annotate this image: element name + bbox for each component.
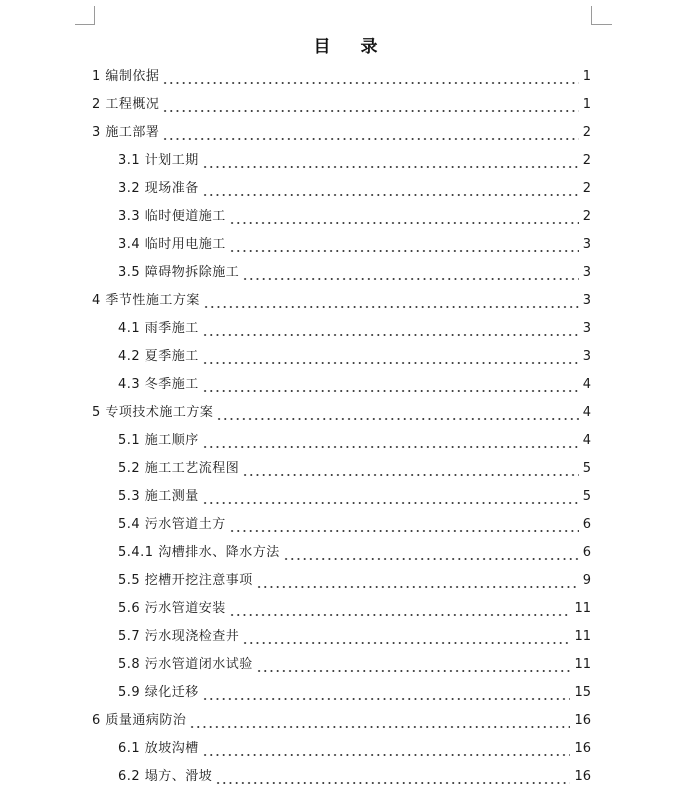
toc-entry[interactable]: [118, 151, 591, 171]
toc-entry-label: 5 专项技术施工方案: [92, 405, 214, 420]
toc-entry[interactable]: [118, 599, 591, 619]
toc-entry[interactable]: [92, 95, 591, 115]
toc-entry-label: 4.3 冬季施工: [118, 377, 199, 392]
toc-entry[interactable]: [118, 683, 591, 703]
toc-entry-label: 1 编制依据: [92, 69, 160, 84]
toc-entry-label: 4.2 夏季施工: [118, 349, 199, 364]
toc-entry[interactable]: [118, 739, 591, 759]
toc-entry[interactable]: [92, 67, 591, 87]
toc-leader-dots: [189, 711, 570, 731]
toc-leader-dots: [215, 767, 570, 787]
toc-leader-dots: [256, 655, 571, 675]
toc-entry-page-number: 16: [574, 769, 591, 784]
toc-entry-label: 5.1 施工顺序: [118, 433, 199, 448]
toc-entry-label: 4.1 雨季施工: [118, 321, 199, 336]
toc-entry[interactable]: [118, 767, 591, 787]
toc-entry-page-number: 5: [582, 461, 591, 476]
toc-entry[interactable]: [92, 123, 591, 143]
toc-entry-label: 5.5 挖槽开挖注意事项: [118, 573, 253, 588]
toc-leader-dots: [229, 599, 571, 619]
toc-leader-dots: [202, 151, 579, 171]
toc-entry-page-number: 11: [574, 657, 591, 672]
toc-entry-page-number: 16: [574, 713, 591, 728]
crop-mark-top-right: [591, 6, 612, 25]
toc-leader-dots: [202, 739, 571, 759]
toc-entry[interactable]: [118, 571, 591, 591]
toc-leader-dots: [202, 431, 579, 451]
toc-leader-dots: [202, 487, 579, 507]
toc-entry-page-number: 4: [582, 377, 591, 392]
toc-entry[interactable]: [118, 515, 591, 535]
toc-entry-label: 3.2 现场准备: [118, 181, 199, 196]
toc-entry[interactable]: [118, 543, 591, 563]
toc-entry[interactable]: [118, 375, 591, 395]
toc-entry-page-number: 2: [582, 181, 591, 196]
toc-entry-label: 3.5 障碍物拆除施工: [118, 265, 240, 280]
toc-entry-page-number: 1: [582, 97, 591, 112]
toc-entry[interactable]: [92, 291, 591, 311]
toc-leader-dots: [202, 319, 579, 339]
toc-entry-page-number: 16: [574, 741, 591, 756]
toc-entry-label: 5.3 施工测量: [118, 489, 199, 504]
toc-entry-label: 3 施工部署: [92, 125, 160, 140]
toc-entry-page-number: 9: [582, 573, 591, 588]
toc-entry-label: 3.1 计划工期: [118, 153, 199, 168]
toc-entry-page-number: 11: [574, 629, 591, 644]
toc-entry[interactable]: [118, 319, 591, 339]
toc-entry-page-number: 11: [574, 601, 591, 616]
toc-entry-label: 4 季节性施工方案: [92, 293, 200, 308]
toc-entry-page-number: 3: [582, 321, 591, 336]
toc-entry-label: 5.2 施工工艺流程图: [118, 461, 240, 476]
toc-leader-dots: [162, 67, 578, 87]
toc-entry-label: 5.6 污水管道安装: [118, 601, 226, 616]
toc-entry-page-number: 4: [582, 433, 591, 448]
toc-entry-page-number: 3: [582, 237, 591, 252]
toc-entry-page-number: 1: [582, 69, 591, 84]
toc-entry[interactable]: [118, 179, 591, 199]
toc-entry[interactable]: [118, 431, 591, 451]
toc-entry-page-number: 6: [582, 517, 591, 532]
toc-entry-page-number: 3: [582, 349, 591, 364]
toc-entry-page-number: 3: [582, 265, 591, 280]
toc-entry-page-number: 2: [582, 209, 591, 224]
toc-entry[interactable]: [118, 655, 591, 675]
toc-entry-label: 3.4 临时用电施工: [118, 237, 226, 252]
toc-entry-label: 6.2 塌方、滑坡: [118, 769, 213, 784]
toc-entry-label: 5.9 绿化迁移: [118, 685, 199, 700]
toc-entry-label: 6.1 放坡沟槽: [118, 741, 199, 756]
toc-entry[interactable]: [118, 263, 591, 283]
toc-leader-dots: [202, 179, 579, 199]
toc-leader-dots: [242, 459, 578, 479]
toc-entry-page-number: 2: [582, 125, 591, 140]
toc-leader-dots: [229, 235, 579, 255]
toc-title: 目 录: [313, 37, 390, 57]
toc-leader-dots: [202, 683, 571, 703]
toc-entry-page-number: 4: [582, 405, 591, 420]
toc-entry[interactable]: [118, 347, 591, 367]
toc-leader-dots: [256, 571, 579, 591]
crop-mark-top-left: [75, 6, 95, 25]
toc-entry[interactable]: [118, 235, 591, 255]
toc-entry[interactable]: [92, 403, 591, 423]
toc-entry[interactable]: [118, 207, 591, 227]
toc-leader-dots: [216, 403, 578, 423]
toc-entry-label: 3.3 临时便道施工: [118, 209, 226, 224]
toc-entry-label: 6 质量通病防治: [92, 713, 187, 728]
toc-entry-page-number: 15: [574, 685, 591, 700]
toc-leader-dots: [283, 543, 579, 563]
toc-leader-dots: [202, 375, 579, 395]
toc-leader-dots: [242, 263, 578, 283]
toc-leader-dots: [162, 123, 578, 143]
toc-entry-page-number: 3: [582, 293, 591, 308]
toc-entry-page-number: 2: [582, 153, 591, 168]
toc-leader-dots: [162, 95, 578, 115]
toc-entry[interactable]: [92, 711, 591, 731]
toc-leader-dots: [229, 207, 579, 227]
toc-entry-page-number: 6: [582, 545, 591, 560]
toc-leader-dots: [229, 515, 579, 535]
toc-entry-label: 5.4 污水管道土方: [118, 517, 226, 532]
toc-entry-label: 2 工程概况: [92, 97, 160, 112]
toc-entry-label: 5.4.1 沟槽排水、降水方法: [118, 545, 280, 560]
toc-entry[interactable]: [118, 459, 591, 479]
toc-leader-dots: [242, 627, 570, 647]
toc-leader-dots: [203, 291, 579, 311]
toc-entry-label: 5.7 污水现浇检查井: [118, 629, 240, 644]
toc-entry-page-number: 5: [582, 489, 591, 504]
toc-leader-dots: [202, 347, 579, 367]
toc-entry[interactable]: [118, 487, 591, 507]
toc-entry[interactable]: [118, 627, 591, 647]
toc-entry-label: 5.8 污水管道闭水试验: [118, 657, 253, 672]
